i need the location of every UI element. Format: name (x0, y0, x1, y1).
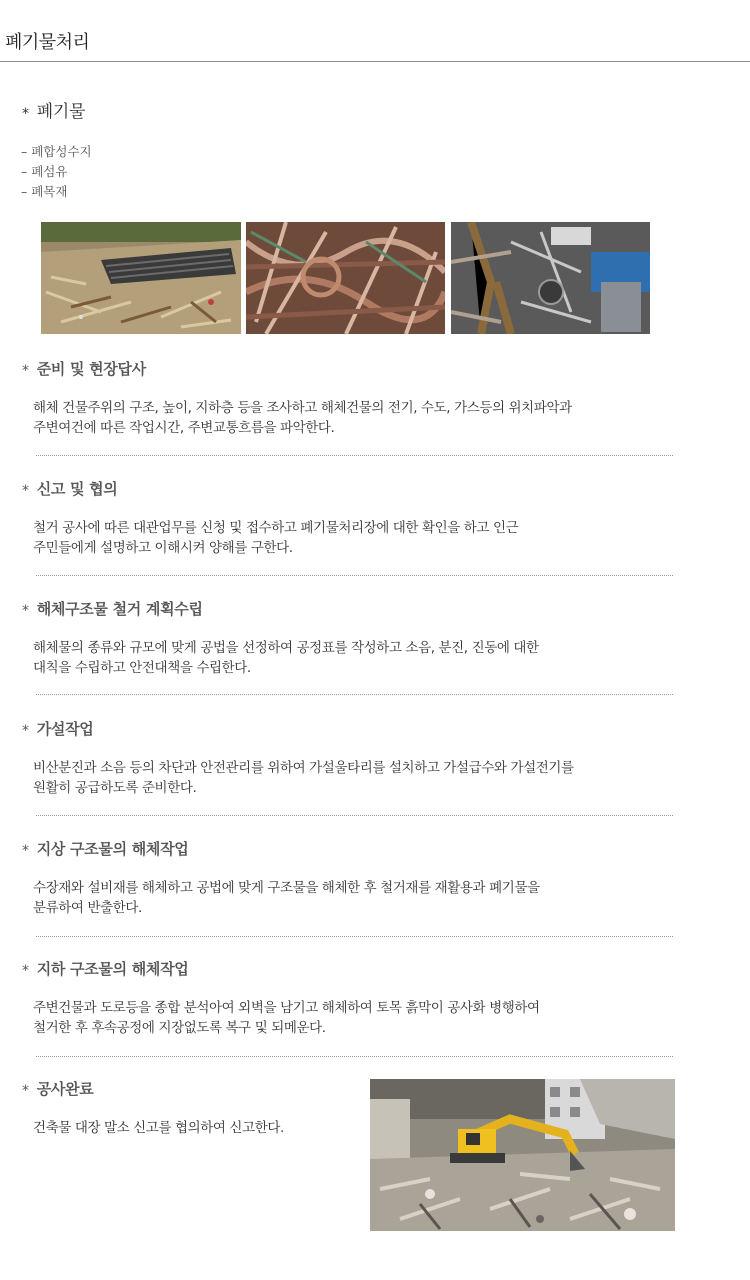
photo-wood-debris (41, 222, 241, 334)
section-heading-plan (22, 598, 203, 619)
page-title: 폐기물처리 (5, 32, 90, 53)
bullet-star: * (22, 723, 29, 739)
text-line: 건축물 대장 말소 신고를 협의하여 신고한다. (33, 1120, 284, 1136)
text-line: 주변건물과 도로등을 종합 분석아여 외벽을 남기고 해체하여 토목 흙막이 공사화 병행하여 (33, 1000, 540, 1016)
waste-heading-label: 폐기물 (36, 102, 86, 122)
waste-item-wood: – 폐목재 (21, 182, 92, 202)
bullet-star: * (22, 106, 29, 122)
section-heading-completion (22, 1078, 93, 1099)
text-line: 원활히 공급하도록 준비한다. (33, 780, 197, 796)
section-text-plan (33, 638, 683, 678)
bullet-star: * (22, 843, 29, 859)
text-line: 해체물의 종류와 규모에 맞게 공법을 선정하여 공정표를 작성하고 소음, 분진, 진동에 대한 (33, 640, 539, 656)
section-text-underground (33, 998, 683, 1038)
section-text-preparation (33, 398, 683, 438)
text-line: 대칙을 수립하고 안전대책을 수립한다. (33, 660, 251, 676)
bullet-star: * (22, 963, 29, 979)
section-text-temporary (33, 758, 683, 798)
bullet-star: * (22, 363, 29, 379)
section-title: 준비 및 현장답사 (36, 360, 146, 378)
section-heading-above-ground (22, 838, 188, 859)
section-heading-underground (22, 958, 188, 979)
text-line: 철거한 후 후속공정에 지장없도록 복구 및 되메운다. (33, 1020, 326, 1036)
dotted-divider (36, 575, 673, 576)
section-text-report (33, 518, 683, 558)
waste-item-fiber: – 폐섬유 (21, 162, 92, 182)
title-divider (0, 61, 750, 62)
photo-scrap-metal (246, 222, 445, 334)
text-line: 분류하여 반출한다. (33, 900, 142, 916)
text-line: 해체 건물주위의 구조, 높이, 지하층 등을 조사하고 해체건물의 전기, 수도, 가스등의 위치파악과 (33, 400, 572, 416)
section-title: 지하 구조물의 해체작업 (36, 960, 189, 978)
bullet-star: * (22, 483, 29, 499)
dotted-divider (36, 815, 673, 816)
section-heading-preparation (22, 358, 146, 379)
section-title: 지상 구조물의 해체작업 (36, 840, 189, 858)
section-title: 가설작업 (36, 720, 94, 738)
bullet-star: * (22, 603, 29, 619)
text-line: 주민들에게 설명하고 이해시켜 양해를 구한다. (33, 540, 293, 556)
waste-heading (22, 97, 85, 122)
waste-item-plastic: – 폐합성수지 (21, 142, 92, 162)
text-line: 주변여건에 따른 작업시간, 주변교통흐름을 파악한다. (33, 420, 335, 436)
section-title: 공사완료 (36, 1080, 94, 1098)
photo-excavator-demolition (370, 1079, 675, 1231)
dotted-divider (36, 1056, 673, 1057)
waste-list (21, 142, 92, 202)
section-title: 신고 및 협의 (36, 480, 118, 498)
photo-mixed-scrap (451, 222, 650, 334)
section-heading-temporary (22, 718, 93, 739)
text-line: 철거 공사에 따른 대관업무를 신청 및 접수하고 폐기물처리장에 대한 확인을 하고 인근 (33, 520, 519, 536)
dotted-divider (36, 455, 673, 456)
bullet-star: * (22, 1083, 29, 1099)
dotted-divider (36, 936, 673, 937)
text-line: 비산분진과 소음 등의 차단과 안전관리를 위하여 가설울타리를 설치하고 가설급수와 가설전기를 (33, 760, 574, 776)
section-title: 해체구조물 철거 계획수립 (36, 600, 203, 618)
text-line: 수장재와 설비재를 해체하고 공법에 맞게 구조물을 해체한 후 철거재를 재활용과 폐기물을 (33, 880, 540, 896)
section-text-above-ground (33, 878, 683, 918)
section-heading-report (22, 478, 118, 499)
dotted-divider (36, 694, 673, 695)
section-text-completion (33, 1118, 353, 1138)
